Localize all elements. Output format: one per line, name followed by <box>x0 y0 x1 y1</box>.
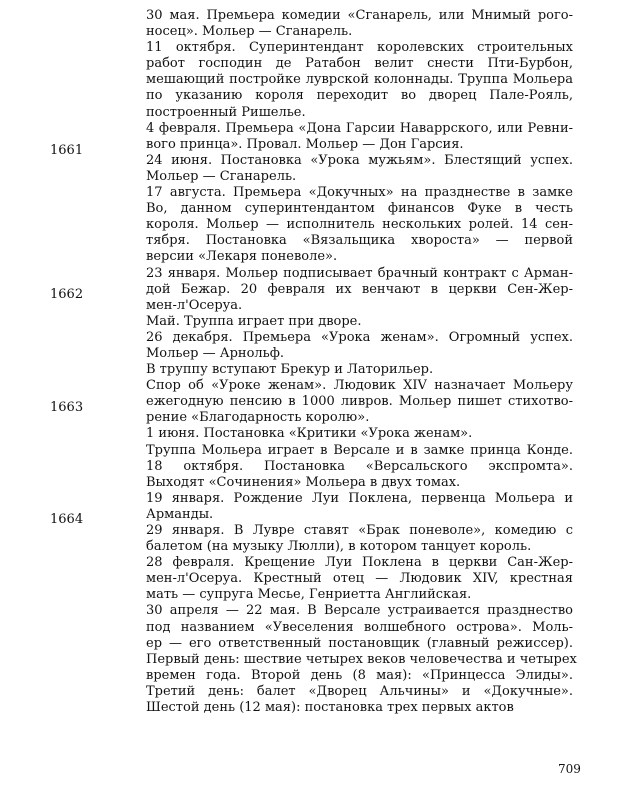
chronology-entry <box>146 314 573 330</box>
entry-line: дой Бежар. 20 февраля их венчают в церкви Сен-Жер- <box>146 281 573 297</box>
chronology-entry <box>146 443 573 491</box>
entry-line: 24 июня. Постановка «Урока мужьям». Блестящий успех. <box>146 152 573 168</box>
chronology-entry <box>146 8 573 40</box>
chronology-entry <box>146 362 573 378</box>
chronology-entries <box>146 8 577 716</box>
entry-line: тября. Постановка «Вязальщика хвороста» — первой <box>146 233 573 249</box>
chronology-entry <box>146 121 573 153</box>
entry-line: Труппа Мольера играет в Версале и в замке принца Конде. <box>146 442 573 458</box>
entry-line: мешающий постройке луврской колоннады. Труппа Мольера <box>146 72 573 88</box>
entry-line: под названием «Увеселения волшебного острова». Моль- <box>146 619 573 635</box>
entry-line: ер — его ответственный постановщик (главный режиссер). <box>146 635 573 651</box>
entry-line: Спор об «Уроке женам». Людовик XIV назначает Мольеру <box>146 378 573 394</box>
entry-line: построенный Ришелье. <box>146 104 306 120</box>
entry-line: 19 января. Рождение Луи Поклена, первенца Мольера и <box>146 490 573 506</box>
entry-line: рение «Благодарность королю». <box>146 410 370 426</box>
entry-line: 30 апреля — 22 мая. В Версале устраивается празднество <box>146 603 573 619</box>
entry-line: Шестой день (12 мая): постановка трех первых актов <box>146 700 514 716</box>
entry-line: вого принца». Провал. Мольер — Дон Гарсия. <box>146 136 464 152</box>
year-label-1664: 1664 <box>50 512 84 527</box>
chronology-entry <box>146 491 573 523</box>
year-label-1662: 1662 <box>50 287 84 302</box>
entry-line: версии «Лекаря поневоле». <box>146 249 338 265</box>
chronology-entry <box>146 555 573 603</box>
entry-line: мен-л'Осеруа. <box>146 297 243 313</box>
entry-line: 29 января. В Лувре ставят «Брак поневоле», комедию с <box>146 523 573 538</box>
entry-line: балетом (на музыку Люлли), в котором танцует король. <box>146 539 532 555</box>
chronology-entry <box>146 603 577 716</box>
page-number: 709 <box>558 762 581 776</box>
entry-line: Арманды. <box>146 506 214 522</box>
entry-line: 26 декабря. Премьера «Урока женам». Огромный успех. <box>146 329 573 345</box>
entry-line: 28 февраля. Крещение Луи Поклена в церкви Сан-Жер- <box>146 555 573 571</box>
entry-line: мать — супруга Месье, Генриетта Английская. <box>146 587 472 603</box>
chronology-entry <box>146 426 573 442</box>
chronology-entry <box>146 40 573 120</box>
entry-line: ежегодную пенсию в 1000 ливров. Мольер пишет стихотво- <box>146 394 573 410</box>
entry-line: Третий день: балет «Дворец Альчины» и «Докучные». <box>146 683 573 699</box>
chronology-entry <box>146 185 573 265</box>
entry-line: по указанию короля переходит во дворец Пале-Рояль, <box>146 88 573 104</box>
entry-line: Мольер — Сганарель. <box>146 168 297 184</box>
chronology-entry <box>146 330 573 362</box>
entry-line: времен года. Второй день (8 мая): «Принцесса Элиды». <box>146 667 573 683</box>
entry-line: 11 октября. Суперинтендант королевских строительных <box>146 40 573 56</box>
year-label-1663: 1663 <box>50 400 84 415</box>
year-label-1661: 1661 <box>50 143 84 158</box>
entry-line: 18 октября. Постановка «Версальского экспромта». <box>146 458 573 474</box>
entry-line: работ господин де Ратабон велит снести Пти-Бурбон, <box>146 56 573 72</box>
chronology-entry <box>146 523 573 555</box>
entry-line: 23 января. Мольер подписывает брачный контракт с Арман- <box>146 265 573 281</box>
entry-line: Мольер — Арнольф. <box>146 345 285 361</box>
entry-line: 17 августа. Премьера «Докучных» на празднестве в замке <box>146 185 573 201</box>
entry-line: носец». Мольер — Сганарель. <box>146 24 353 40</box>
chronology-entry <box>146 378 573 426</box>
entry-line: Во, данном суперинтендантом финансов Фуке в честь <box>146 201 573 217</box>
entry-line: Выходят «Сочинения» Мольера в двух томах. <box>146 474 461 490</box>
entry-line: 4 февраля. Премьера «Дона Гарсии Наваррского, или Ревни- <box>146 120 573 136</box>
entry-line: 1 июня. Постановка «Критики «Урока женам». <box>146 426 473 442</box>
entry-line: В труппу вступают Брекур и Латорильер. <box>146 362 434 378</box>
entry-line: Май. Труппа играет при дворе. <box>146 313 362 329</box>
entry-line: 30 мая. Премьера комедии «Сганарель, или Мнимый рого- <box>146 8 573 23</box>
entry-line: мен-л'Осеруа. Крестный отец — Людовик XIV, крестная <box>146 571 573 587</box>
chronology-entry <box>146 266 573 314</box>
entry-line: короля. Мольер — исполнитель нескольких ролей. 14 сен- <box>146 217 573 233</box>
entry-line: Первый день: шествие четырех веков человечества и четырех <box>146 651 577 667</box>
chronology-entry <box>146 153 573 185</box>
